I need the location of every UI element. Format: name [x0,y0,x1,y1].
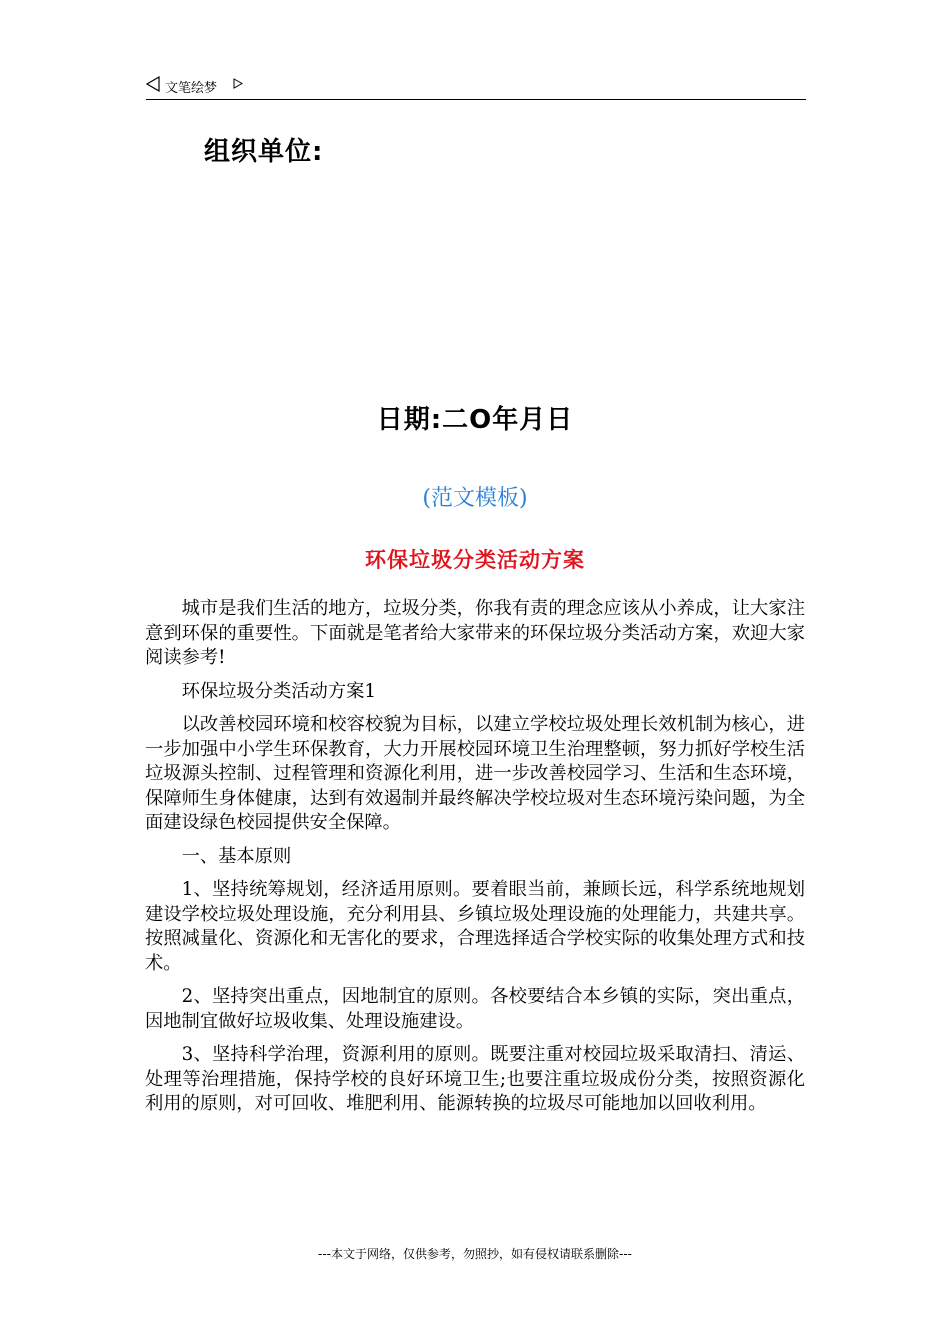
paragraph-section-heading: 一、基本原则 [181,845,292,867]
triangle-left-icon [146,76,160,92]
date-label: 日期:二O年月日 [376,405,574,435]
paragraph-principle-3: 3、坚持科学治理，资源利用的原则。既要注重对校园垃圾采取清扫、清运、处理等治理措施，保持学校的良好环境卫生;也要注重垃圾成份分类，按照资源化利用的原则，对可回收、堆肥利用、能源转换的垃圾尽可能地加以回收利用。 [145,1044,805,1114]
paragraph-plan-heading: 环保垃圾分类活动方案1 [181,680,377,702]
page-header [146,73,806,100]
paragraph-principle-1: 1、坚持统筹规划，经济适用原则。要着眼当前，兼顾长远，科学系统地规划建设学校垃圾处理设施，充分利用县、乡镇垃圾处理设施的处理能力，共建共享。按照减量化、资源化和无害化的要求，合理选择适合学校实际的收集处理方式和技术。 [145,879,805,974]
document-body [145,597,805,1126]
paragraph-goal: 以改善校园环境和校容校貌为目标，以建立学校垃圾处理长效机制为核心，进一步加强中小学生环保教育，大力开展校园环境卫生治理整顿，努力抓好学校生活垃圾源头控制、过程管理和资源化利用，进一步改善校园学习、生活和生态环境，保障师生身体健康，达到有效遏制并最终解决学校垃圾对生态环境污染问题，为全面建设绿色校园提供安全保障。 [145,714,805,833]
document-title: 环保垃圾分类活动方案 [365,548,585,572]
paragraph-intro: 城市是我们生活的地方，垃圾分类，你我有责的理念应该从小养成，让大家注意到环保的重要性。下面就是笔者给大家带来的环保垃圾分类活动方案，欢迎大家阅读参考! [145,598,805,668]
organization-label: 组织单位: [204,137,324,167]
triangle-right-icon [233,78,243,89]
page-footer-note: ---本文于网络，仅供参考，勿照抄，如有侵权请联系删除--- [318,1247,632,1261]
header-brand: 文笔绘梦 [165,81,218,96]
sample-label: (范文模板) [422,486,528,511]
paragraph-principle-2: 2、坚持突出重点，因地制宜的原则。各校要结合本乡镇的实际，突出重点，因地制宜做好垃圾收集、处理设施建设。 [145,986,805,1032]
